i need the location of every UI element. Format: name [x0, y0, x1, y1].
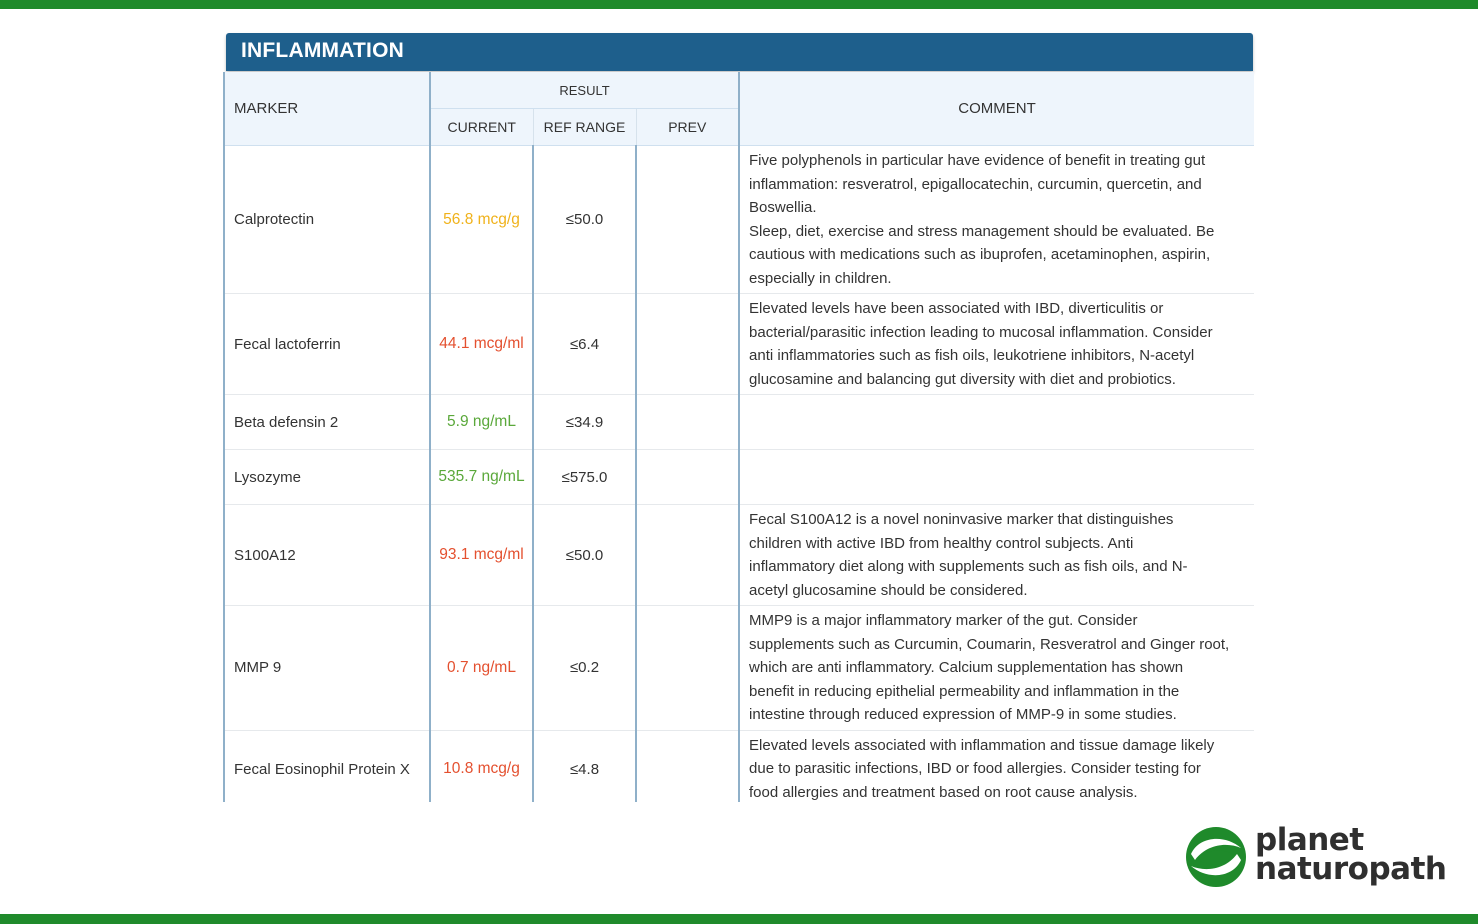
column-header-result: RESULT [430, 72, 739, 109]
top-brand-bar [0, 0, 1478, 9]
comment-line: inflammation: resveratrol, epigallocatechin, curcumin, quercetin, and [749, 175, 1202, 193]
table-row [224, 294, 1254, 395]
marker-cell: Calprotectin [224, 146, 430, 294]
prev-value-cell [636, 294, 739, 395]
brand-logo [1185, 822, 1447, 890]
marker-cell: Lysozyme [224, 450, 430, 505]
comment-line: bacterial/parasitic infection leading to mucosal inflammation. Consider [749, 323, 1213, 341]
comment-cell [739, 606, 1254, 731]
comment-line: due to parasitic infections, IBD or food allergies. Consider testing for [749, 760, 1201, 778]
comment-line: especially in children. [749, 269, 892, 287]
ref-range-cell: ≤4.8 [533, 730, 636, 802]
prev-value-cell [636, 450, 739, 505]
column-header-prev: PREV [636, 109, 739, 146]
comment-line: Five polyphenols in particular have evidence of benefit in treating gut [749, 152, 1206, 169]
ref-range-cell: ≤575.0 [533, 450, 636, 505]
marker-cell: Beta defensin 2 [224, 395, 430, 450]
brand-logo-text [1255, 822, 1447, 887]
comment-cell [739, 730, 1254, 802]
current-value-cell: 93.1 mcg/ml [430, 505, 533, 606]
prev-value-cell [636, 730, 739, 802]
bottom-brand-bar [0, 914, 1478, 924]
prev-value-cell [636, 146, 739, 294]
comment-line: benefit in reducing epithelial permeability and inflammation in the [749, 682, 1180, 700]
comment-line: MMP9 is a major inflammatory marker of the gut. Consider [749, 612, 1138, 629]
marker-cell: MMP 9 [224, 606, 430, 731]
current-value-cell: 535.7 ng/mL [430, 450, 533, 505]
comment-line: which are anti inflammatory. Calcium supplementation has shown [749, 659, 1184, 676]
current-value-cell: 5.9 ng/mL [430, 395, 533, 450]
marker-cell: Fecal lactoferrin [224, 294, 430, 395]
table-row [224, 606, 1254, 731]
table-row [224, 450, 1254, 505]
current-value-cell: 0.7 ng/mL [430, 606, 533, 731]
comment-line: glucosamine and balancing gut diversity with diet and probiotics. [749, 370, 1176, 388]
brand-logo-line2: naturopath [1255, 851, 1447, 887]
ref-range-cell: ≤50.0 [533, 146, 636, 294]
table-row [224, 505, 1254, 606]
ref-range-cell: ≤0.2 [533, 606, 636, 731]
comment-cell [739, 395, 1254, 450]
comment-cell [739, 505, 1254, 606]
comment-cell [739, 450, 1254, 505]
current-value-cell: 56.8 mcg/g [430, 146, 533, 294]
ref-range-cell: ≤50.0 [533, 505, 636, 606]
current-value-cell: 10.8 mcg/g [430, 730, 533, 802]
comment-line: children with active IBD from healthy control subjects. Anti [749, 534, 1134, 552]
comment-cell [739, 146, 1254, 294]
table-body [224, 146, 1254, 803]
column-header-ref-range: REF RANGE [533, 109, 636, 146]
inflammation-table-container [223, 72, 1254, 802]
comment-line: intestine through reduced expression of MMP-9 in some studies. [749, 706, 1177, 723]
comment-line: Elevated levels associated with inflammation and tissue damage likely [749, 736, 1215, 754]
table-row [224, 146, 1254, 294]
comment-line: acetyl glucosamine should be considered. [749, 581, 1028, 599]
column-header-current: CURRENT [430, 109, 533, 146]
comment-line: Fecal S100A12 is a novel noninvasive marker that distinguishes [749, 511, 1174, 528]
planet-naturopath-logo-icon [1185, 826, 1247, 888]
comment-line: Boswellia. [749, 199, 817, 216]
inflammation-table [223, 72, 1254, 802]
section-header [226, 33, 1253, 71]
ref-range-cell: ≤6.4 [533, 294, 636, 395]
marker-cell: S100A12 [224, 505, 430, 606]
ref-range-cell: ≤34.9 [533, 395, 636, 450]
comment-line: Sleep, diet, exercise and stress management should be evaluated. Be [749, 222, 1215, 240]
comment-line: food allergies and treatment based on root cause analysis. [749, 783, 1138, 801]
current-value-cell: 44.1 mcg/ml [430, 294, 533, 395]
comment-line: inflammatory diet along with supplements such as fish oils, and N- [749, 558, 1188, 575]
prev-value-cell [636, 505, 739, 606]
table-row [224, 395, 1254, 450]
comment-line: anti inflammatories such as fish oils, leukotriene inhibitors, N-acetyl [749, 347, 1195, 364]
prev-value-cell [636, 395, 739, 450]
comment-line: Elevated levels have been associated with IBD, diverticulitis or [749, 300, 1164, 317]
section-title: INFLAMMATION [241, 39, 404, 62]
marker-cell: Fecal Eosinophil Protein X [224, 730, 430, 802]
comment-line: supplements such as Curcumin, Coumarin, Resveratrol and Ginger root, [749, 635, 1230, 653]
column-header-comment: COMMENT [739, 72, 1254, 146]
comment-line: cautious with medications such as ibuprofen, acetaminophen, aspirin, [749, 246, 1211, 263]
brand-logo-line1: planet [1255, 822, 1364, 858]
column-header-marker: MARKER [224, 72, 430, 146]
prev-value-cell [636, 606, 739, 731]
comment-cell [739, 294, 1254, 395]
table-row [224, 730, 1254, 802]
